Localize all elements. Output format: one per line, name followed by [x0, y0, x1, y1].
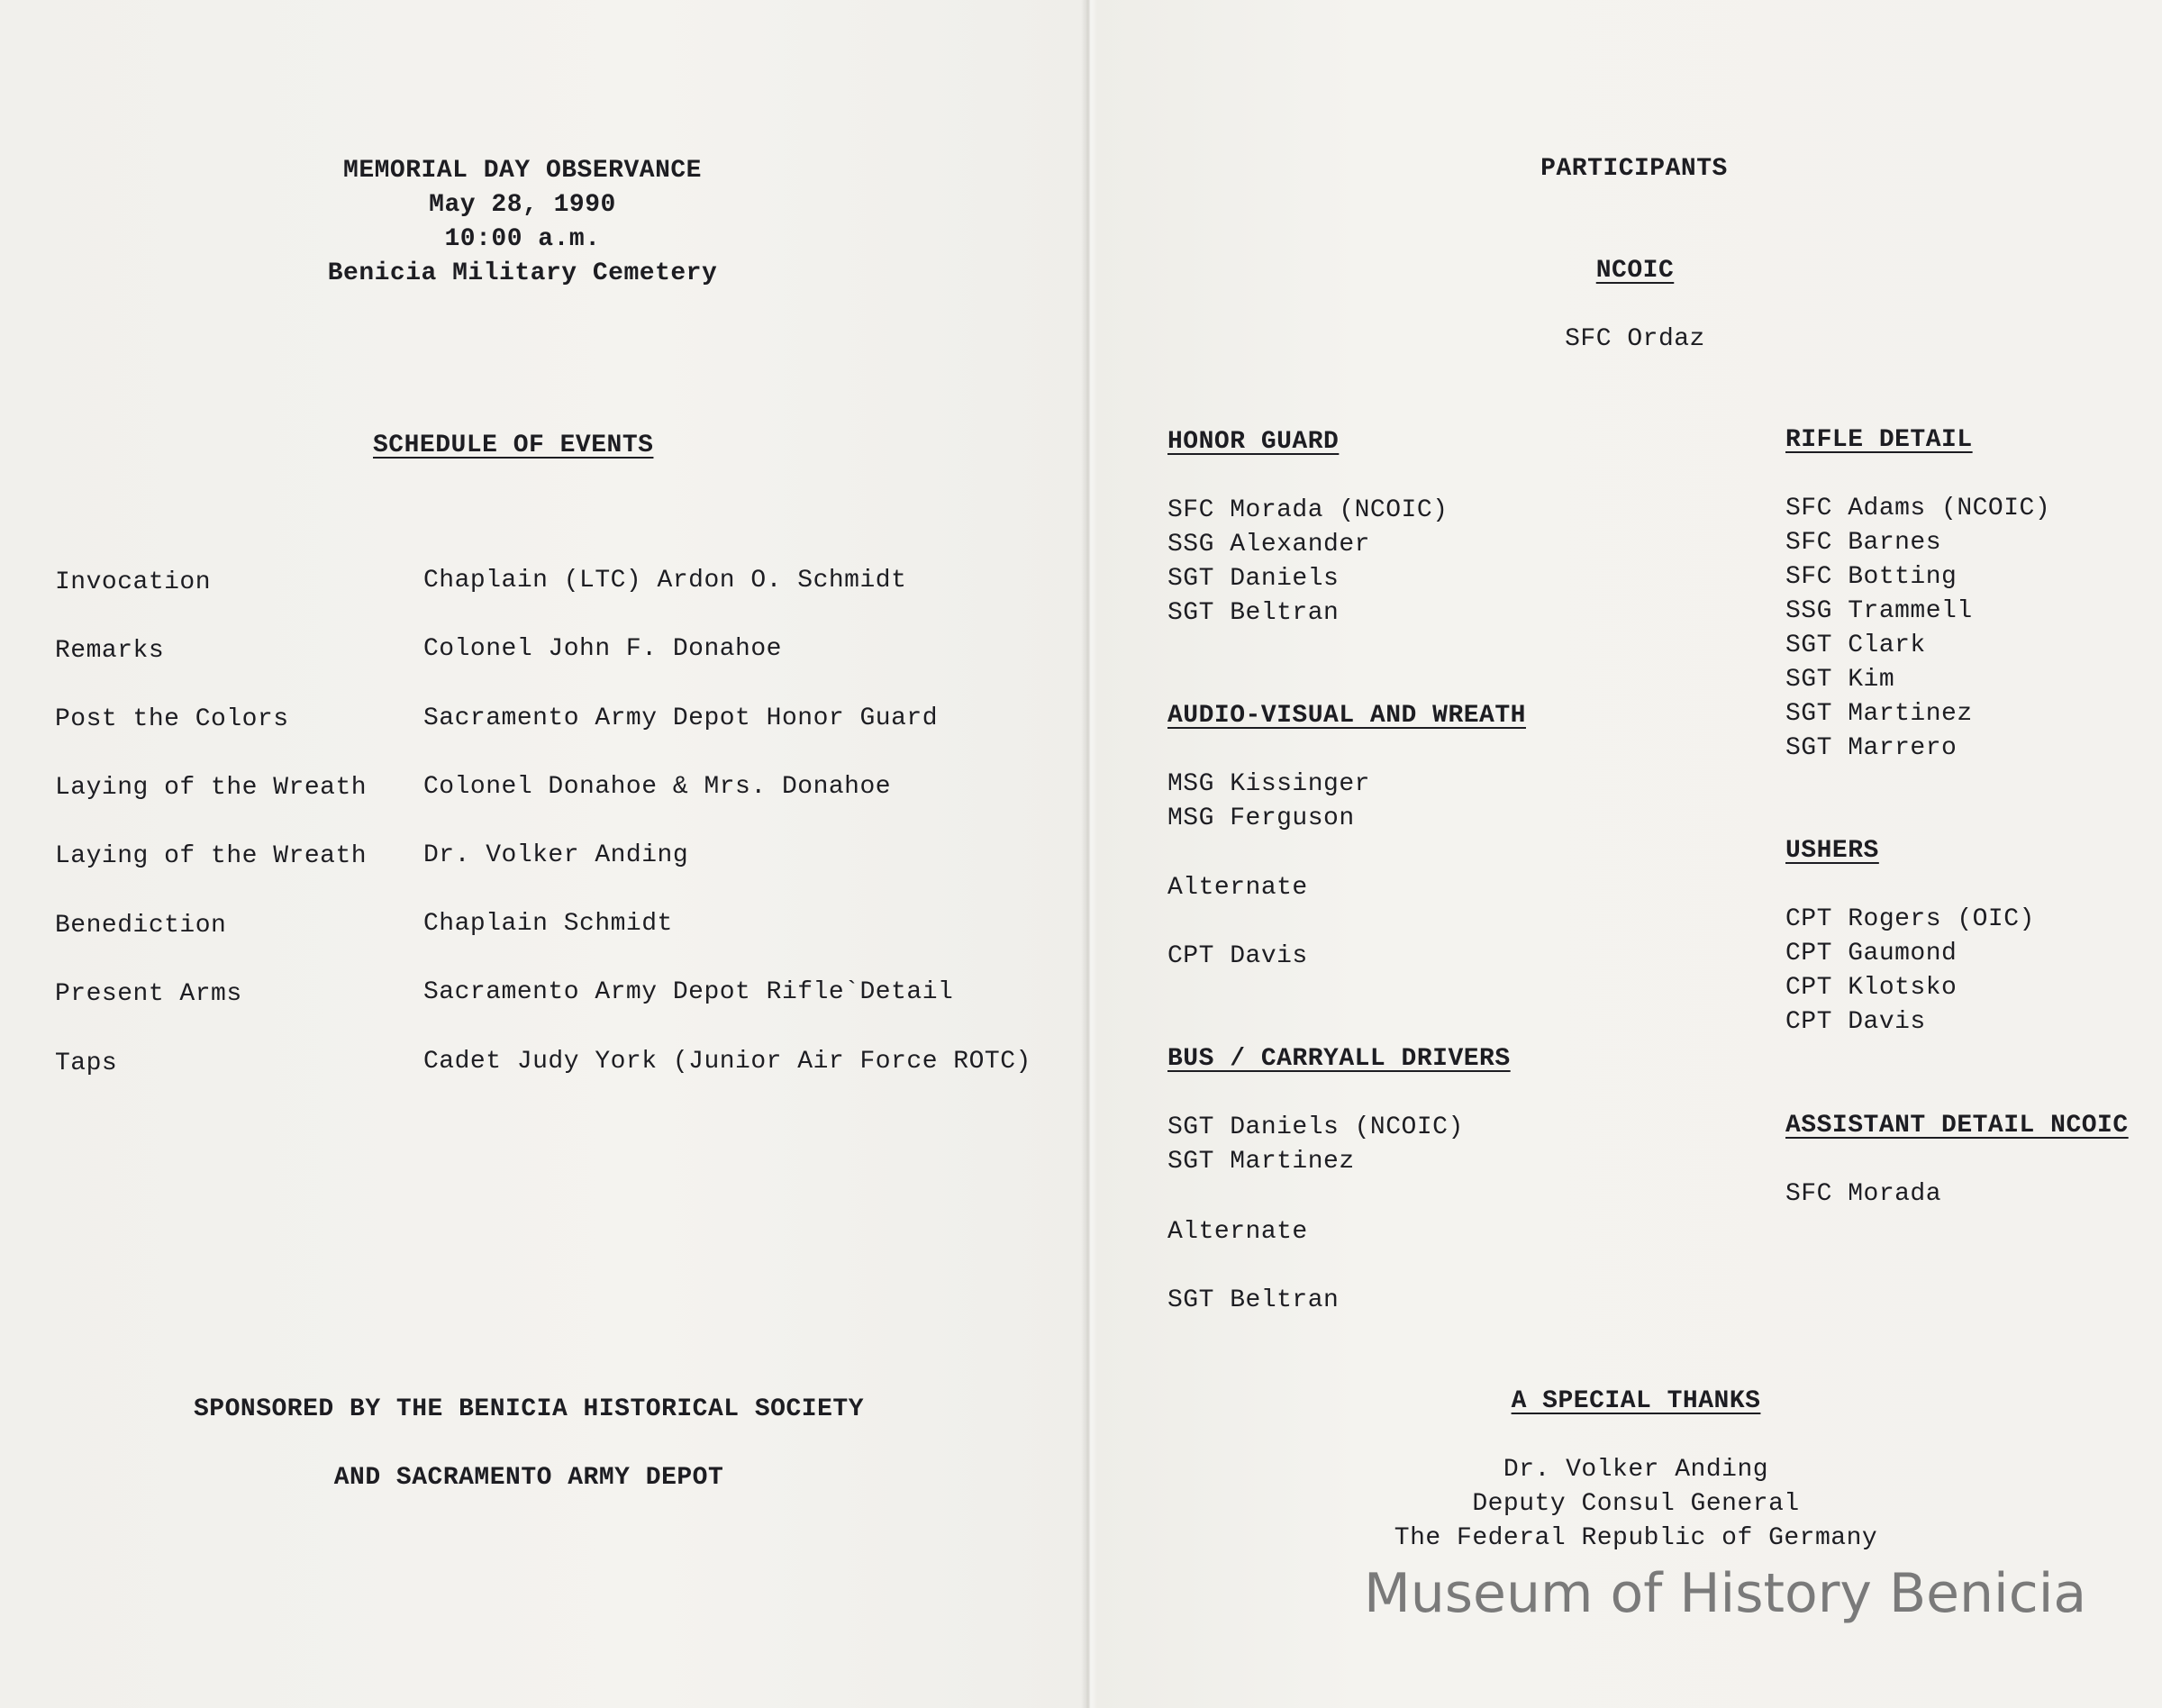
schedule-event: Benediction	[55, 912, 227, 940]
schedule-person: Dr. Volker Anding	[423, 841, 689, 869]
thanks-line: Deputy Consul General	[1472, 1490, 1800, 1518]
schedule-person: Colonel Donahoe & Mrs. Donahoe	[423, 773, 892, 801]
participant-name: MSG Ferguson	[1167, 804, 1355, 832]
participant-name: CPT Rogers (OIC)	[1785, 905, 2035, 933]
center-fold	[1081, 0, 1097, 1708]
participant-name: CPT Davis	[1785, 1008, 1926, 1036]
participant-name: SSG Alexander	[1167, 531, 1370, 559]
bus-drivers-list	[1167, 1111, 1464, 1179]
assistant-detail-heading: ASSISTANT DETAIL NCOIC	[1785, 1112, 2129, 1140]
schedule-event: Invocation	[55, 568, 212, 596]
rifle-detail-list	[1785, 492, 2050, 766]
schedule-person: Sacramento Army Depot Rifle`Detail	[423, 978, 954, 1006]
sponsor-line-1: SPONSORED BY THE BENICIA HISTORICAL SOCIETY	[193, 1395, 865, 1423]
event-time: 10:00 a.m.	[444, 225, 601, 253]
alternate-label: Alternate	[1167, 874, 1308, 902]
assistant-detail-name: SFC Morada	[1785, 1180, 1942, 1208]
thanks-heading: A SPECIAL THANKS	[1511, 1387, 1761, 1415]
participant-name: SFC Barnes	[1785, 529, 1942, 557]
schedule-heading: SCHEDULE OF EVENTS	[373, 432, 654, 459]
honor-guard-list	[1167, 494, 1448, 631]
program-title: MEMORIAL DAY OBSERVANCE	[343, 157, 702, 185]
sponsor-line-2: AND SACRAMENTO ARMY DEPOT	[333, 1464, 724, 1492]
schedule-event: Laying of the Wreath	[55, 774, 368, 802]
thanks-line: The Federal Republic of Germany	[1394, 1524, 1878, 1552]
participant-name: SFC Adams (NCOIC)	[1785, 495, 2051, 522]
participant-name: SGT Martinez	[1167, 1148, 1355, 1176]
schedule-event: Present Arms	[55, 980, 242, 1008]
alternate-label: Alternate	[1167, 1218, 1308, 1246]
honor-guard-heading: HONOR GUARD	[1167, 428, 1340, 456]
participant-name: SGT Martinez	[1785, 700, 1973, 728]
participant-name: SGT Kim	[1785, 666, 1895, 694]
event-location: Benicia Military Cemetery	[327, 259, 718, 287]
schedule-person: Chaplain (LTC) Ardon O. Schmidt	[423, 567, 907, 595]
schedule-person: Colonel John F. Donahoe	[423, 635, 782, 663]
participant-name: SGT Daniels	[1167, 565, 1340, 593]
schedule-event: Laying of the Wreath	[55, 842, 368, 870]
participant-name: SGT Marrero	[1785, 734, 1958, 762]
participant-name: CPT Klotsko	[1785, 974, 1958, 1002]
schedule-event: Remarks	[55, 637, 165, 665]
schedule-person: Sacramento Army Depot Honor Guard	[423, 704, 938, 732]
ncoic-heading: NCOIC	[1595, 257, 1675, 285]
schedule-person: Cadet Judy York (Junior Air Force ROTC)	[423, 1048, 1031, 1076]
participants-heading: PARTICIPANTS	[1540, 155, 1728, 183]
rifle-detail-heading: RIFLE DETAIL	[1785, 426, 1973, 454]
participant-name: SSG Trammell	[1785, 597, 1973, 625]
participant-name: SFC Morada (NCOIC)	[1167, 496, 1449, 524]
participant-name: SGT Daniels (NCOIC)	[1167, 1113, 1464, 1141]
participant-name: SFC Botting	[1785, 563, 1958, 591]
audio-visual-heading: AUDIO-VISUAL AND WREATH	[1167, 702, 1526, 730]
alternate-name: CPT Davis	[1167, 942, 1308, 970]
participant-name: CPT Gaumond	[1785, 940, 1958, 968]
participant-name: SGT Clark	[1785, 631, 1926, 659]
event-date: May 28, 1990	[429, 191, 616, 219]
audio-visual-list	[1167, 768, 1370, 836]
participant-name: SGT Beltran	[1167, 599, 1340, 627]
schedule-event: Post the Colors	[55, 705, 289, 733]
schedule-person: Chaplain Schmidt	[423, 910, 673, 938]
ushers-heading: USHERS	[1785, 837, 1879, 865]
thanks-line: Dr. Volker Anding	[1503, 1456, 1769, 1484]
ushers-list	[1785, 903, 2035, 1040]
ncoic-name: SFC Ordaz	[1565, 325, 1705, 353]
alternate-name: SGT Beltran	[1167, 1286, 1340, 1314]
schedule-event: Taps	[55, 1049, 118, 1077]
participant-name: MSG Kissinger	[1167, 770, 1370, 798]
museum-watermark: Museum of History Benicia	[1364, 1562, 2087, 1625]
bus-drivers-heading: BUS / CARRYALL DRIVERS	[1167, 1045, 1511, 1073]
